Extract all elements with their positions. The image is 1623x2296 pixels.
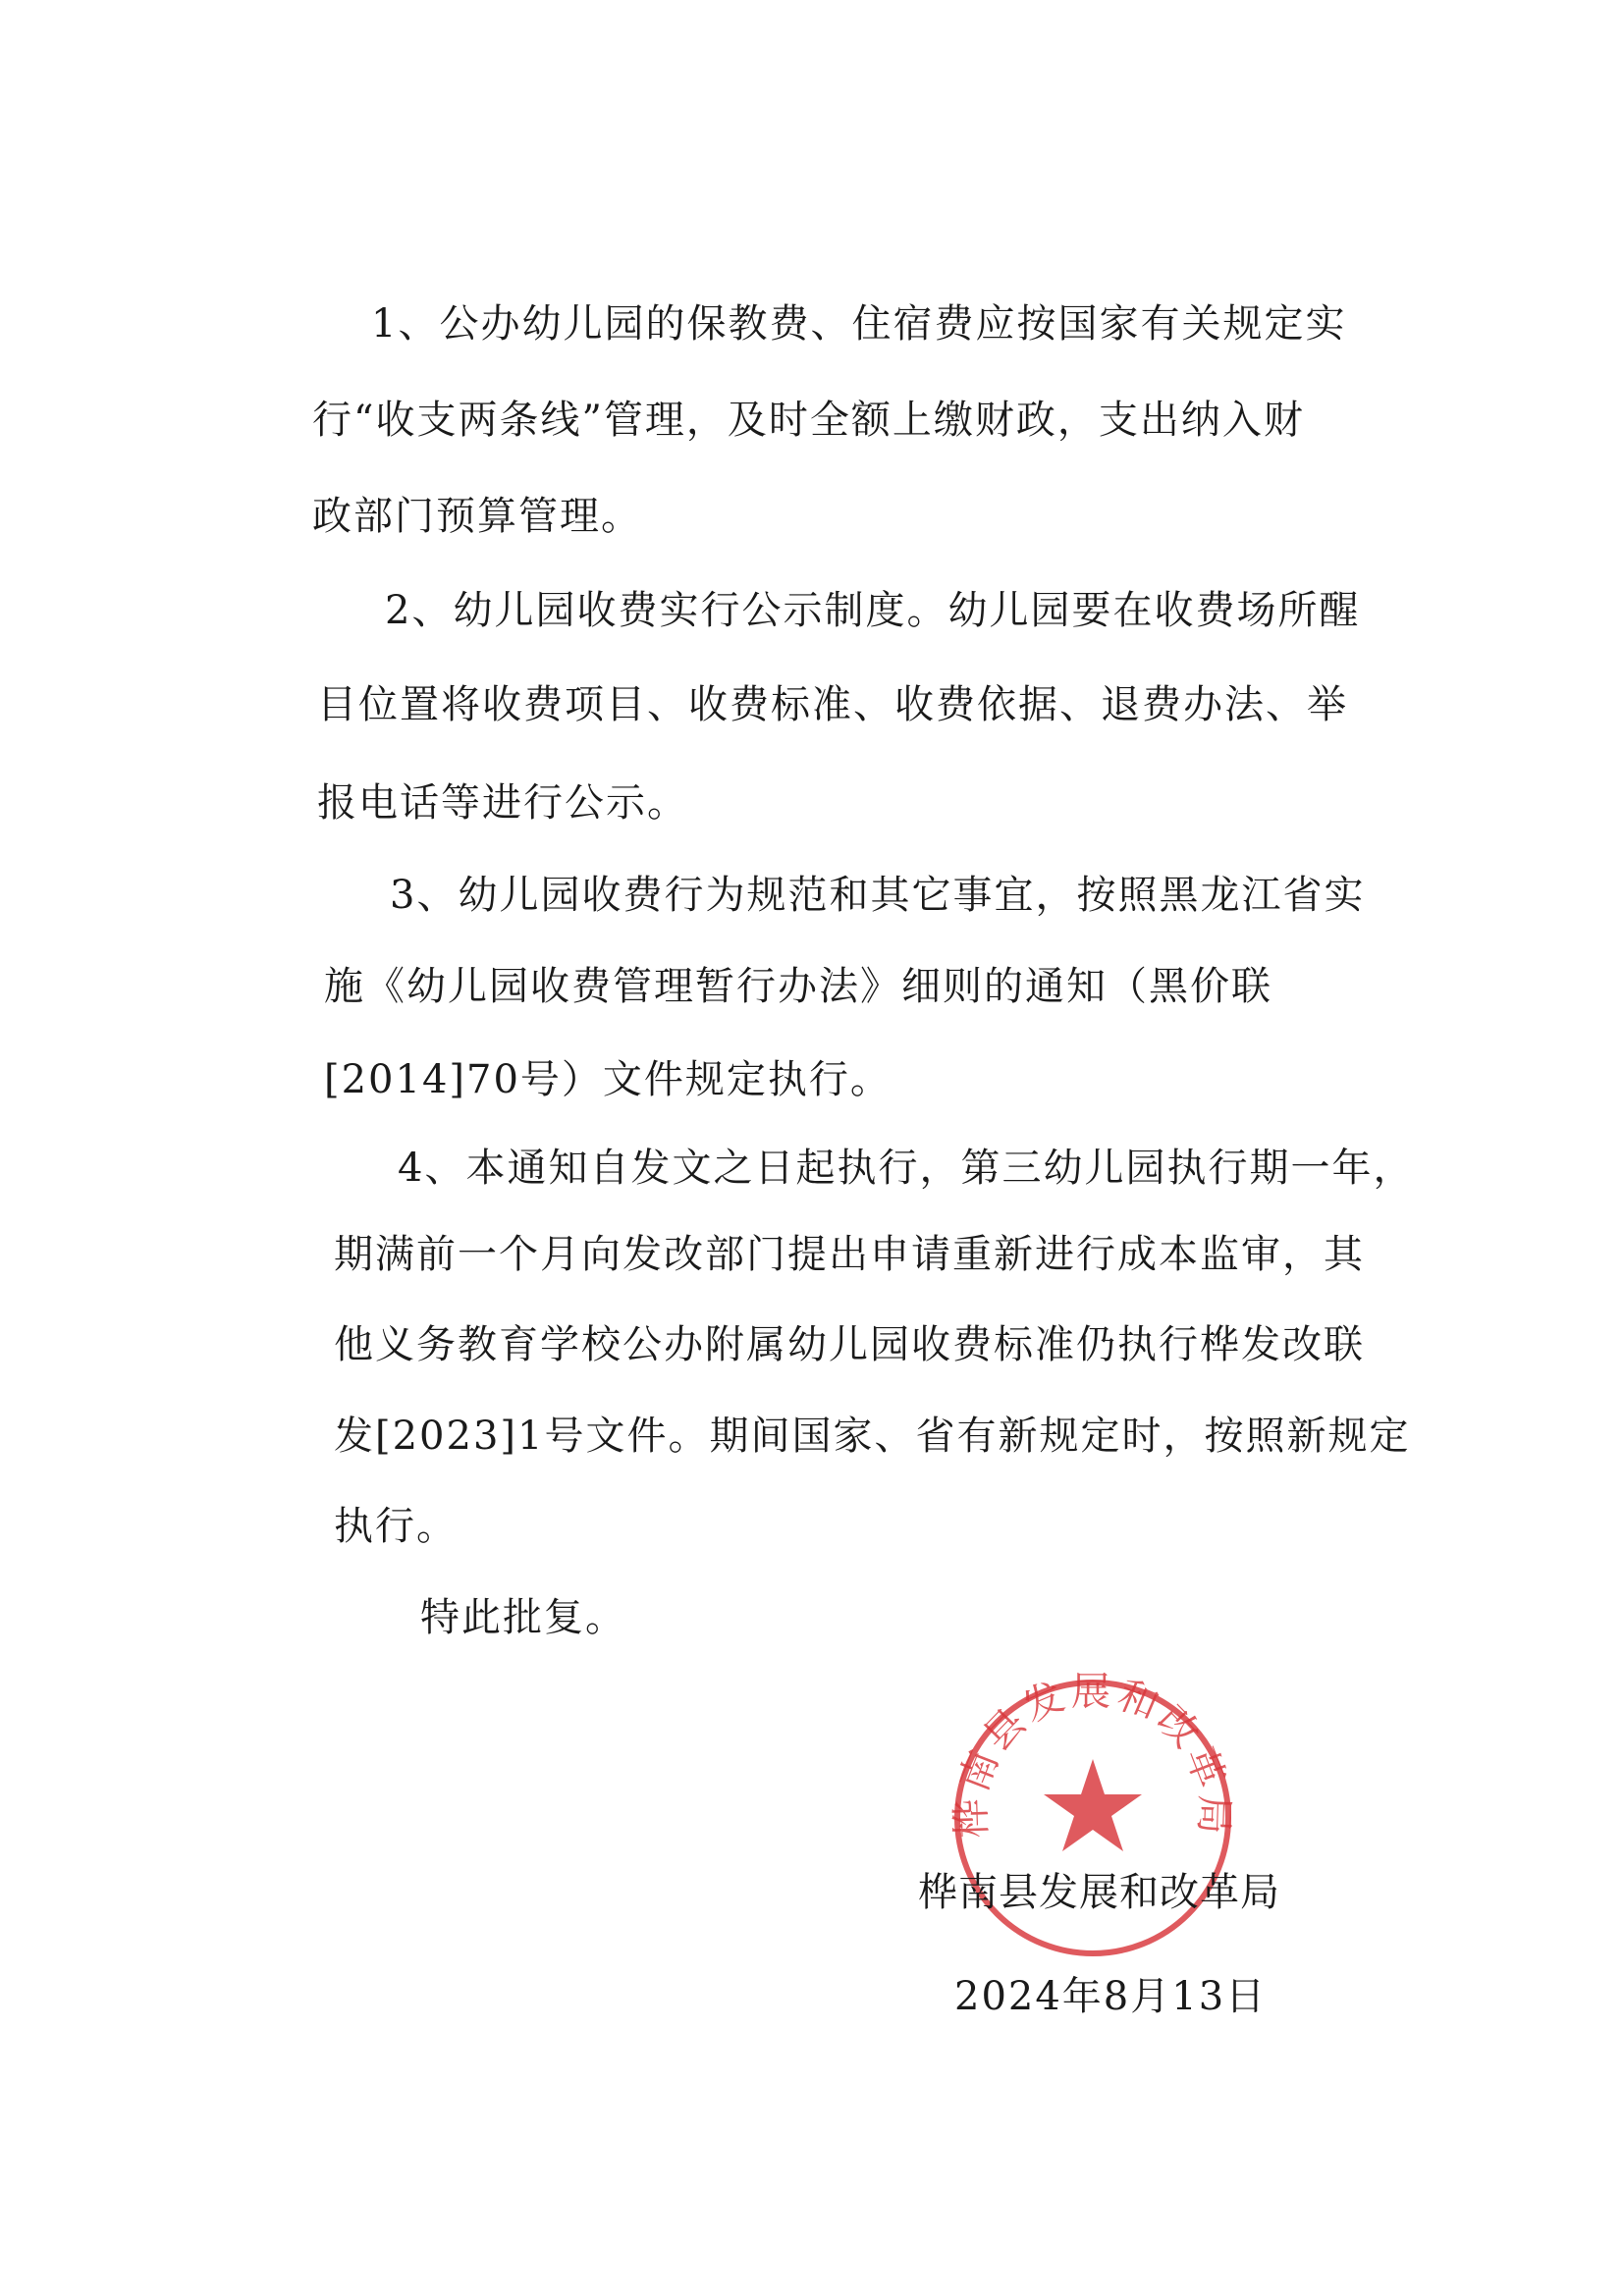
document-date: 2024年8月13日 — [954, 1974, 1268, 2019]
paragraph-3-line-1: 3、幼儿园收费行为规范和其它事宜，按照黑龙江省实 — [390, 873, 1366, 918]
paragraph-3-line-3: [2014]70号）文件规定执行。 — [324, 1057, 892, 1102]
paragraph-4-line-3: 他义务教育学校公办附属幼儿园收费标准仍执行桦发改联 — [334, 1322, 1365, 1367]
paragraph-4-line-4: 发[2023]1号文件。期间国家、省有新规定时，按照新规定 — [334, 1414, 1411, 1459]
paragraph-4-line-5: 执行。 — [334, 1504, 458, 1549]
paragraph-2-line-1: 2、幼儿园收费实行公示制度。幼儿园要在收费场所醒 — [385, 588, 1361, 633]
paragraph-2-line-3: 报电话等进行公示。 — [317, 780, 688, 826]
paragraph-2-line-2: 目位置将收费项目、收费标准、收费依据、退费办法、举 — [317, 682, 1348, 727]
seal-text: 桦南县发展和改革局 — [948, 1671, 1237, 1840]
paragraph-3-line-2: 施《幼儿园收费管理暂行办法》细则的通知（黑价联 — [324, 964, 1272, 1009]
paragraph-1-line-3: 政部门预算管理。 — [312, 494, 642, 539]
paragraph-1-line-1: 1、公办幼儿园的保教费、住宿费应按国家有关规定实 — [371, 301, 1347, 347]
issuer-signature: 桦南县发展和改革局 — [918, 1870, 1280, 1915]
paragraph-4-line-1: 4、本通知自发文之日起执行，第三幼儿园执行期一年， — [398, 1146, 1415, 1191]
closing-text: 特此批复。 — [420, 1595, 626, 1640]
official-seal — [946, 1671, 1240, 1965]
paragraph-1-line-2: 行“收支两条线”管理，及时全额上缴财政，支出纳入财 — [312, 398, 1305, 443]
star-icon — [1044, 1759, 1142, 1851]
paragraph-4-line-2: 期满前一个月向发改部门提出申请重新进行成本监审，其 — [334, 1232, 1365, 1277]
